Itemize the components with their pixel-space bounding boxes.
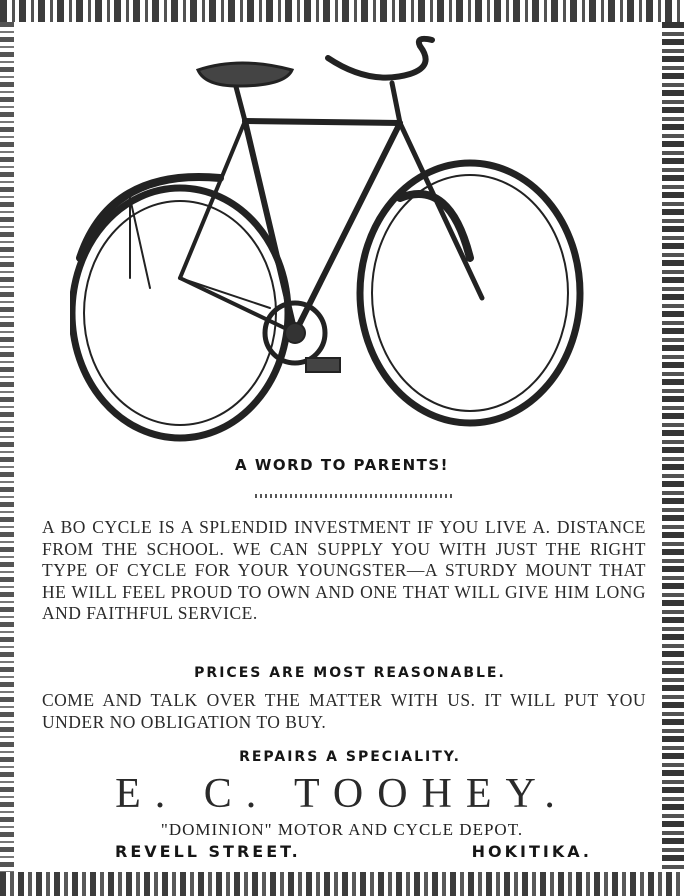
decorative-divider [255, 494, 455, 498]
front-wheel-tyre [360, 163, 580, 423]
repairs-subhead: REPAIRS A SPECIALITY. [239, 749, 461, 765]
intro-paragraph: A BO CYCLE IS A SPLENDID INVESTMENT IF YOU LIVE A. DISTANCE FROM THE SCHOOL. WE CAN SUPPLY YOU WITH JUST THE RIGHT TYPE OF CYCLE FOR YOUR YOUNGSTER—A STURDY MOUNT THAT HE WILL FEEL PROUD TO OWN AND ONE THAT WILL GIVE HIM LONG AND FAITHFUL SERVICE. [42, 517, 646, 623]
invite-paragraph: COME AND TALK OVER THE MATTER WITH US. IT WILL PUT YOU UNDER NO OBLIGATION TO BUY. [42, 690, 646, 732]
headline: A WORD TO PARENTS! [234, 456, 449, 474]
decorative-border-top [0, 0, 684, 22]
decorative-border-bottom [0, 872, 684, 896]
decorative-border-left [0, 22, 14, 872]
street-address: REVELL STREET. [115, 842, 301, 861]
business-name: E. C. TOOHEY. [115, 771, 569, 817]
decorative-border-right [662, 22, 684, 872]
prices-subhead: PRICES ARE MOST REASONABLE. [194, 665, 506, 681]
depot-name: "DOMINION" MOTOR AND CYCLE DEPOT. [160, 820, 524, 839]
bicycle-illustration [70, 28, 590, 448]
town-name: HOKITIKA. [471, 842, 592, 861]
